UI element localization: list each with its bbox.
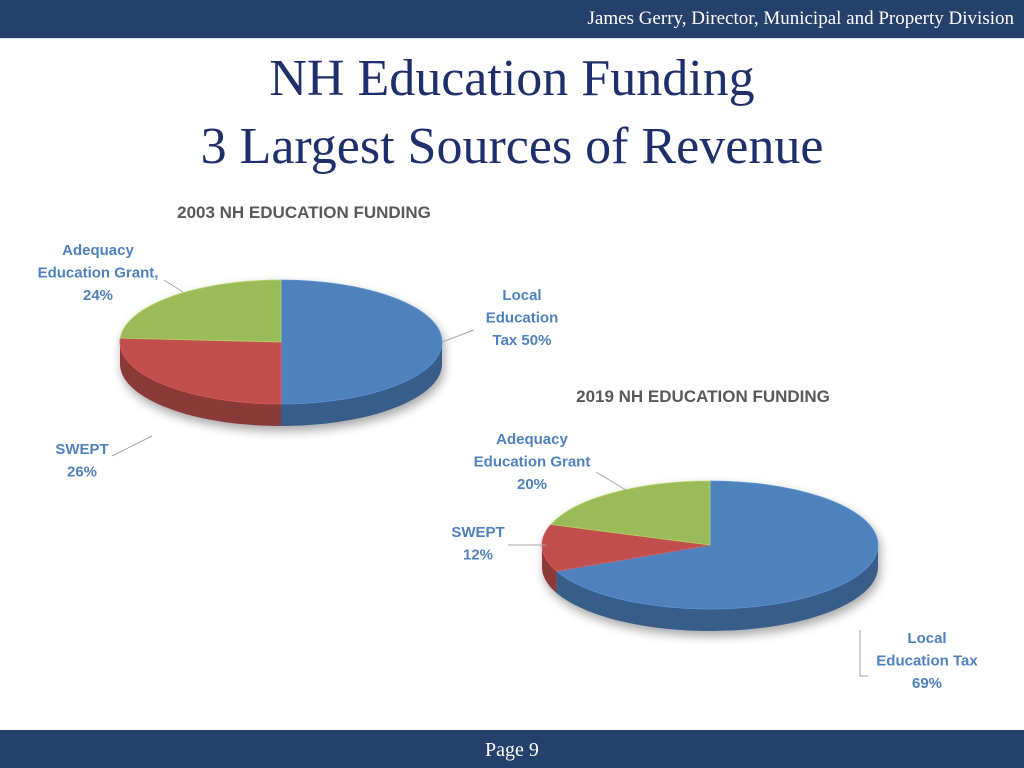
- pie-chart-2: [451, 387, 978, 692]
- chart-title: 2019 NH EDUCATION FUNDING: [576, 387, 830, 406]
- data-label-adequacy: Adequacy Education Grant, 24%: [37, 242, 159, 304]
- presenter-name: James Gerry, Director, Municipal and Property Division: [587, 8, 1014, 29]
- data-label-adequacy: Adequacy Education Grant 20%: [473, 431, 591, 493]
- leader-line-local: [860, 630, 868, 676]
- pie-slice-adequacy: [120, 280, 281, 342]
- footer-bar: [0, 730, 1024, 768]
- leader-line-adequacy: [596, 472, 626, 490]
- data-label-swept: SWEPT 12%: [451, 524, 505, 564]
- pie-chart-1: [38, 203, 559, 481]
- page-number: Page 9: [485, 739, 539, 761]
- chart-title: 2003 NH EDUCATION FUNDING: [177, 203, 431, 222]
- data-label-swept: SWEPT 26%: [55, 441, 109, 481]
- data-label-local: Local Education Tax 50%: [485, 287, 559, 349]
- leader-line-adequacy: [164, 280, 183, 292]
- data-label-local: Local Education Tax 69%: [876, 630, 978, 692]
- leader-line-swept: [112, 436, 152, 456]
- slide-subtitle: 3 Largest Sources of Revenue: [200, 118, 824, 175]
- slide-title: NH Education Funding: [269, 50, 755, 107]
- leader-line-local: [442, 330, 474, 342]
